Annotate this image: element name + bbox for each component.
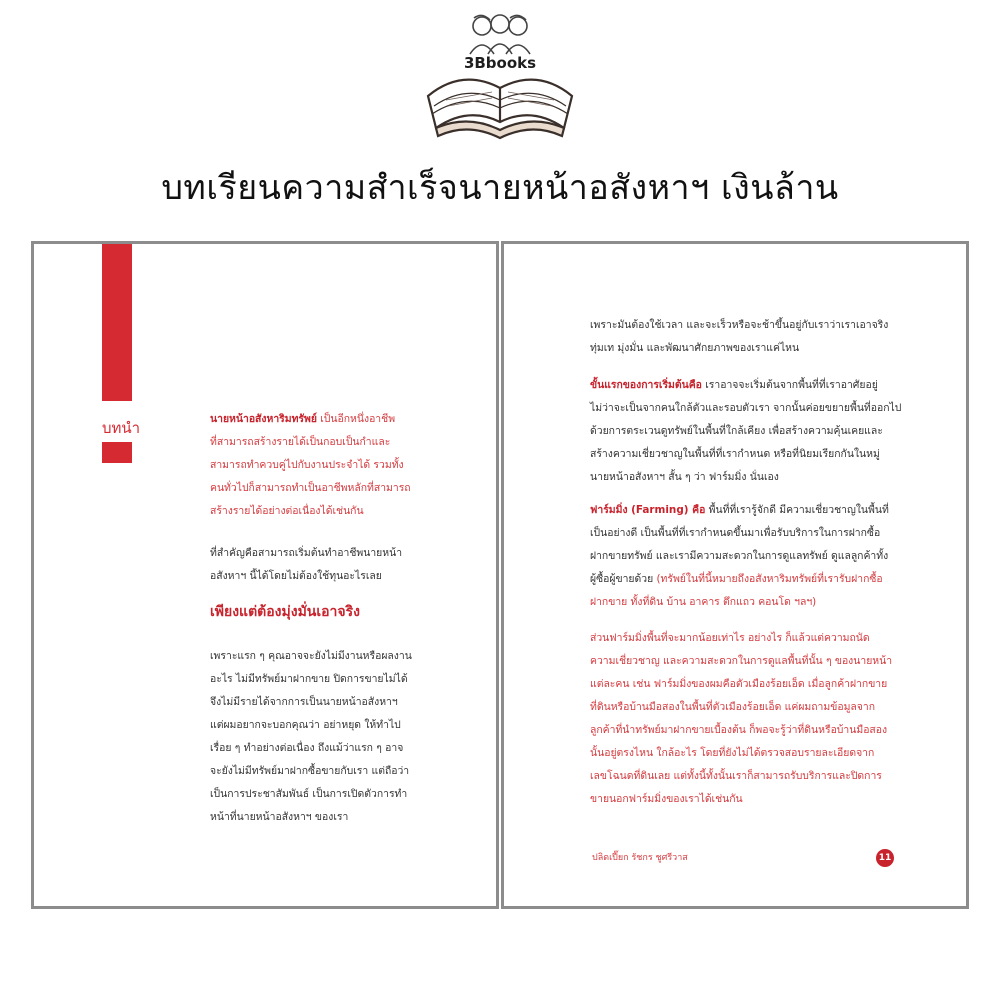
second-paragraph: ที่สำคัญคือสามารถเริ่มต้นทำอาชีพนายหน้า อสังหาฯ นี้ได้โดยไม่ต้องใช้ทุนอะไรเลย [210,547,403,582]
chapter-label: บทนำ [102,419,141,437]
chapter-marker-dot [102,442,132,463]
intro-paragraph: นายหน้าอสังหาริมทรัพย์ เป็นอีกหนึ่งอาชีพ ที่สามารถสร้างรายได้เป็นกอบเป็นกำและ สามารถทำควบคู่ไปกับงานประจำได้ รวมทั้ง คนทั่วไปก็สามารถทำเป็นอาชีพหลักที่สามารถ สร้างรายได้อย่างต่อเนื่องได้เช่นกัน [210,413,411,517]
chapter-marker-bar [102,244,132,401]
first-step-lead: ขั้นแรกของการเริ่มต้นคือ [590,379,702,391]
right-paragraph-4: ส่วนฟาร์มมิ่งพื้นที่จะมากน้อยเท่าไร อย่างไร ก็แล้วแต่ความถนัด ความเชี่ยวชาญ และความสะดวกในการดูแลพื้นที่นั้น ๆ ของนายหน้า แต่ละคน เช่น ฟาร์มมิ่งของผมคือตัวเมืองร้อยเอ็ด เมื่อลูกค้าฝากขาย ที่ดินหรือบ้านมือสองในพื้นที่ตัวเมืองร้อยเอ็ด แค่ผมถามข้อมูลจาก ลูกค้าที่นำทรัพย์มาฝากขายเบื้องต้น ก็พอจะรู้ว่าที่ดินหรือบ้านมือสอง นั้นอยู่ตรงไหน ใกล้อะไร โดยที่ยังไม่ได้ตรวจสอบรายละเอียดจาก เลขโฉนดที่ดินเลย แต่ทั้งนี้ทั้งนั้นเราก็สามารถรับบริการและปิดการ ขายนอกฟาร์มมิ่งของเราได้เช่นกัน [590,632,893,805]
right-page [501,241,969,909]
right-paragraph-3: ฟาร์มมิ่ง (Farming) คือ พื้นที่ที่เรารู้จักดี มีความเชี่ยวชาญในพื้นที่ เป็นอย่างดี เป็นพื้นที่ที่เรากำหนดขึ้นมาเพื่อรับบริการในการฝากซื้อ ฝากขายทรัพย์ และเรามีความสะดวกในการดูแลทรัพย์ ดูแลลูกค้าทั้ง ผู้ซื้อผู้ขายด้วย (ทรัพย์ในที่นี้หมายถึงอสังหาริมทรัพย์ที่เรารับฝากซื้อ ฝากขาย ทั้งที่ดิน บ้าน อาคาร ตึกแถว คอนโด ฯลฯ) [590,504,889,608]
right-paragraph-2: ขั้นแรกของการเริ่มต้นคือ เราอาจจะเริ่มต้นจากพื้นที่ที่เราอาศัยอยู่ ไม่ว่าจะเป็นจากคนใกล้ตัวและรอบตัวเรา จากนั้นค่อยขยายพื้นที่ออกไป ด้วยการตระเวนดูทรัพย์ในพื้นที่ใกล้เคียง เพื่อสร้างความคุ้นเคยและ สร้างความเชี่ยวชาญในพื้นที่ที่เรากำหนด หรือที่นิยมเรียกกันในหมู่ นายหน้าอสังหาฯ สั้น ๆ ว่า ฟาร์มมิ่ง นั่นเอง [590,379,902,483]
third-paragraph: เพราะแรก ๆ คุณอาจจะยังไม่มีงานหรือผลงาน อะไร ไม่มีทรัพย์มาฝากขาย ปิดการขายไม่ได้ จึงไม่มีรายได้จากการเป็นนายหน้าอสังหาฯ แต่ผมอยากจะบอกคุณว่า อย่าหยุด ให้ทำไป เรื่อย ๆ ทำอย่างต่อเนื่อง ถึงแม้ว่าแรก ๆ อาจ จะยังไม่มีทรัพย์มาฝากซื้อขายกับเรา แต่ถือว่า เป็นการประชาสัมพันธ์ เป็นการเปิดตัวการทำ หน้าที่นายหน้าอสังหาฯ ของเรา [210,650,412,823]
intro-lead: นายหน้าอสังหาริมทรัพย์ [210,413,317,425]
right-paragraph-1: เพราะมันต้องใช้เวลา และจะเร็วหรือจะช้าขึ้นอยู่กับเราว่าเราเอาจริง ทุ่มเท มุ่งมั่น และพัฒนาศักยภาพของเราแค่ไหน [590,319,889,354]
author-name: ปลิดเปี๊ยก รัชกร ชูศรีวาส [592,853,688,863]
open-book-with-people-icon [412,10,588,150]
left-page [31,241,499,909]
page-number-badge: 11 [876,849,894,867]
section-subheading: เพียงแต่ต้องมุ่งมั่นเอาจริง [210,604,360,620]
brand-logo [412,10,588,150]
page-title: บทเรียนความสำเร็จนายหน้าอสังหาฯ เงินล้าน [161,168,839,208]
farming-lead: ฟาร์มมิ่ง (Farming) คือ [590,504,706,516]
brand-name: 3Bbooks [463,54,537,72]
